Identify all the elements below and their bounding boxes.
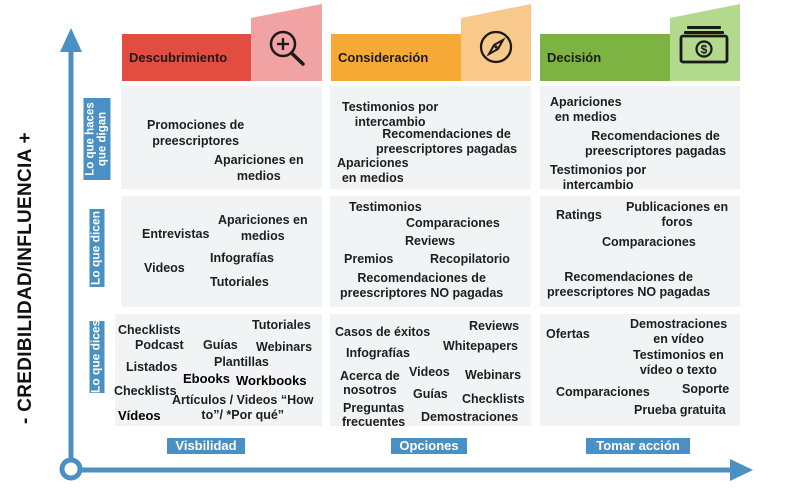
x-axis-arrow [730,459,753,481]
item-videos: Videos [144,261,185,275]
item-guias-cons: Guías [413,387,448,401]
item-ofertas: Ofertas [546,327,590,341]
item-recomendaciones-pagadas-dec: Recomendaciones de preescriptores pagadas [585,129,727,158]
item-ratings: Ratings [556,208,602,222]
item-soporte: Soporte [682,382,730,396]
row-label-dicen: Lo que dicen [88,211,103,286]
y-axis-label: - CREDIBILIDAD/INFLUENCIA + [15,132,36,424]
item-tutoriales: Tutoriales [210,275,269,289]
header-decision-title: Decisión [547,50,602,65]
item-infografias-dices: Infografías [346,346,410,360]
axis-origin [62,460,80,478]
header-consideracion-bar [331,34,461,81]
row-label-haces: Lo que haces que digan [84,98,111,180]
item-podcast: Podcast [135,338,184,352]
compass-icon [477,28,515,66]
bottom-label-tomar-accion: Tomar acción [586,438,690,454]
header-decision-bar [540,34,670,81]
item-publicaciones-foros: Publicaciones en foros [626,200,729,229]
item-recomendaciones-no-pagadas: Recomendaciones de preescriptores NO pagadas [340,271,504,300]
item-testimonios: Testimonios [349,200,422,214]
item-plantillas: Plantillas [214,355,269,369]
svg-text:$: $ [700,42,708,57]
header-descubrimiento-bar [122,34,251,81]
item-acerca-nosotros: Acerca de nosotros [340,369,400,397]
item-reviews-dices: Reviews [469,319,520,333]
item-articulos-videos: Artículos / Videos “How to”/ *Por qué” [172,393,314,422]
item-comparaciones-dices: Comparaciones [556,385,650,399]
item-recopilatorio: Recopilatorio [430,252,510,266]
money-icon [679,24,729,64]
item-checklists-1: Checklists [118,323,181,337]
bottom-label-visibilidad: Visbilidad [167,438,245,454]
item-apariciones-en-medios-cons: Apariciones en medios [337,156,409,185]
item-testimonios-video: Testimonios en vídeo o texto [633,348,724,377]
item-webinars-cons: Webinars [465,368,522,382]
item-workbooks: Workbooks [236,373,307,388]
y-axis-arrow [60,28,82,52]
bottom-label-opciones: Opciones [391,438,467,454]
item-whitepapers: Whitepapers [443,339,519,353]
item-guias: Guías [203,338,238,352]
item-videos-dices: Vídeos [118,408,161,423]
item-recomendaciones-no-pagadas-dec: Recomendaciones de preescriptores NO pagadas [547,270,711,299]
row-label-dices: Lo que dices [88,319,103,393]
item-testimonios-intercambio: Testimonios por intercambio [342,100,439,129]
item-demostraciones: Demostraciones [421,410,519,424]
item-checklists-cons: Checklists [462,392,525,406]
item-testimonios-intercambio-dec: Testimonios por intercambio [550,163,647,192]
item-comparaciones-dec: Comparaciones [602,235,696,249]
item-tutoriales-dices: Tutoriales [252,318,311,332]
item-prueba-gratuita: Prueba gratuita [634,403,726,417]
item-promociones-preescriptores: Promociones de preescriptores [147,118,245,148]
item-recomendaciones-pagadas: Recomendaciones de preescriptores pagadas [376,127,518,156]
item-apariciones-medios: Apariciones en medios [214,153,304,183]
item-infografias: Infografías [210,251,274,265]
item-checklists-2: Checklists [114,384,177,398]
item-videos-cons: Videos [409,365,450,379]
item-premios: Premios [344,252,394,266]
header-consideracion-title: Consideración [338,50,429,65]
item-entrevistas: Entrevistas [142,227,210,241]
item-apariciones-medios-dec: Apariciones en medios [550,95,622,124]
item-casos-exitos: Casos de éxitos [335,325,431,339]
item-ebooks: Ebooks [183,371,230,386]
item-listados: Listados [126,360,178,374]
item-reviews: Reviews [405,234,456,248]
item-demostraciones-video: Demostraciones en vídeo [630,317,728,346]
item-preguntas-frecuentes: Preguntas frecuentes [342,401,406,429]
magnifier-plus-icon [266,29,308,67]
item-comparaciones: Comparaciones [406,216,500,230]
header-descubrimiento-title: Descubrimiento [129,50,228,65]
item-apariciones-medios-dicen: Apariciones en medios [218,213,308,243]
item-webinars: Webinars [256,340,313,354]
